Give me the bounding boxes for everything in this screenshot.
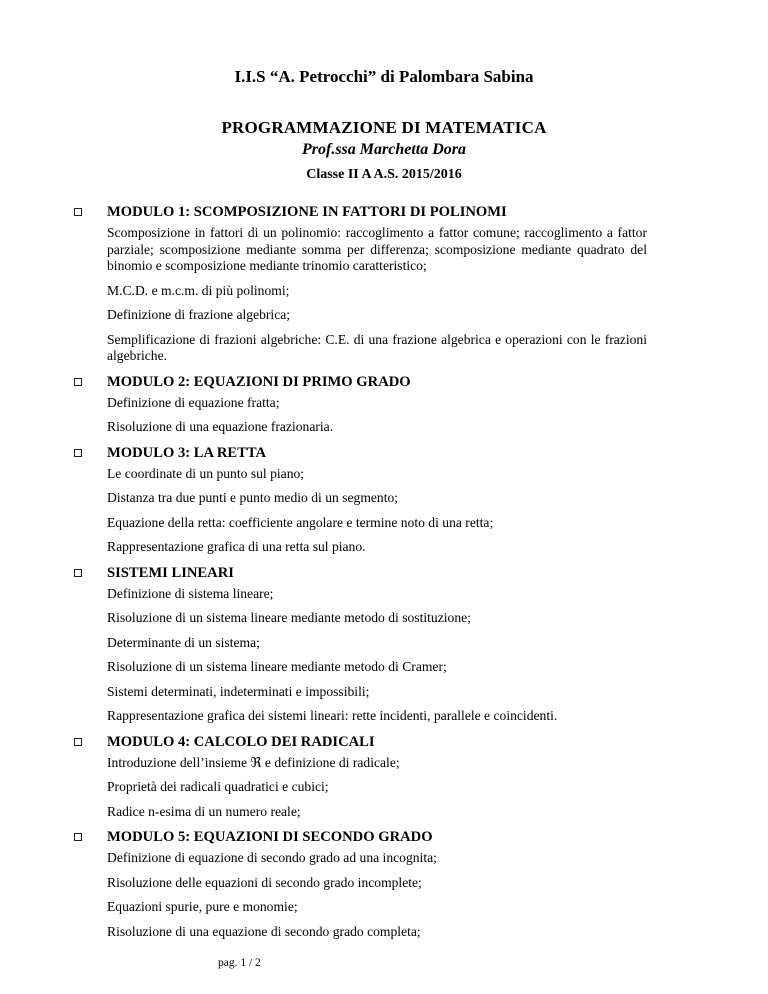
module-1: [0, 203, 647, 365]
module-title: SISTEMI LINEARI: [107, 564, 234, 581]
list-item: Introduzione dell’insieme ℜ e definizione di radicale;: [107, 754, 400, 770]
checkbox-icon: [74, 208, 82, 216]
checkbox-icon: [74, 449, 82, 457]
list-item: Risoluzione di un sistema lineare mediante metodo di Cramer;: [107, 659, 447, 674]
checkbox-icon: [74, 569, 82, 577]
page-number: pag. 1 / 2: [218, 957, 261, 969]
module-title: MODULO 2: EQUAZIONI DI PRIMO GRADO: [107, 373, 411, 390]
school-name: I.I.S “A. Petrocchi” di Palombara Sabina: [234, 67, 534, 86]
list-item: Rappresentazione grafica dei sistemi lineari: rette incidenti, parallele e coincidenti.: [107, 708, 558, 723]
module-title: MODULO 3: LA RETTA: [107, 444, 267, 461]
module-3: [0, 444, 647, 556]
list-item: Definizione di equazione fratta;: [107, 394, 280, 410]
module-sistemi-lineari: [0, 564, 647, 725]
list-item: Determinante di un sistema;: [107, 634, 260, 650]
checkbox-icon: [74, 833, 82, 841]
list-item: Le coordinate di un punto sul piano;: [107, 465, 305, 481]
checkbox-icon: [74, 738, 82, 746]
list-item: Rappresentazione grafica di una retta sul piano.: [107, 539, 366, 554]
teacher-name: Prof.ssa Marchetta Dora: [301, 141, 466, 158]
list-item: Definizione di frazione algebrica;: [107, 307, 291, 322]
document-title: PROGRAMMAZIONE DI MATEMATICA: [221, 118, 547, 137]
list-item: Proprietà dei radicali quadratici e cubici;: [107, 779, 329, 794]
checkbox-icon: [74, 378, 82, 386]
module-list: [0, 203, 768, 948]
module-title: MODULO 5: EQUAZIONI DI SECONDO GRADO: [107, 829, 433, 845]
module-2: [0, 373, 647, 436]
list-item: Risoluzione di un sistema lineare mediante metodo di sostituzione;: [107, 610, 471, 625]
list-item: Semplificazione di frazioni algebriche: C.E. di una frazione algebrica e operazioni con le frazioni algebriche.: [107, 331, 647, 363]
list-item: Distanza tra due punti e punto medio di un segmento;: [107, 490, 399, 505]
module-5: [0, 828, 647, 940]
list-item: Risoluzione delle equazioni di secondo grado incomplete;: [107, 874, 422, 890]
list-item: Equazioni spurie, pure e monomie;: [107, 899, 298, 914]
list-item: Sistemi determinati, indeterminati e impossibili;: [107, 683, 370, 699]
list-item: Equazione della retta: coefficiente angolare e termine noto di una retta;: [107, 514, 494, 530]
list-item: Radice n-esima di un numero reale;: [107, 803, 301, 819]
list-item: M.C.D. e m.c.m. di più polinomi;: [107, 282, 290, 298]
list-item: Definizione di equazione di secondo grado ad una incognita;: [107, 850, 437, 865]
list-item: Scomposizione in fattori di un polinomio: raccoglimento a fattor comune; raccoglimento a fattor parziale; scomposizione mediante somma per differenza; scomposizione mediante quadrato del binomio e scomposizione mediante trinomio caratteristico;: [107, 225, 647, 273]
list-item: Definizione di sistema lineare;: [107, 585, 274, 601]
list-item: Risoluzione di una equazione frazionaria.: [107, 419, 334, 434]
module-title: MODULO 1: SCOMPOSIZIONE IN FATTORI DI POLINOMI: [107, 204, 507, 220]
class-year: Classe II A A.S. 2015/2016: [306, 167, 462, 182]
module-title: MODULO 4: CALCOLO DEI RADICALI: [107, 733, 375, 750]
list-item: Risoluzione di una equazione di secondo grado completa;: [107, 923, 421, 939]
module-4: [0, 733, 647, 821]
